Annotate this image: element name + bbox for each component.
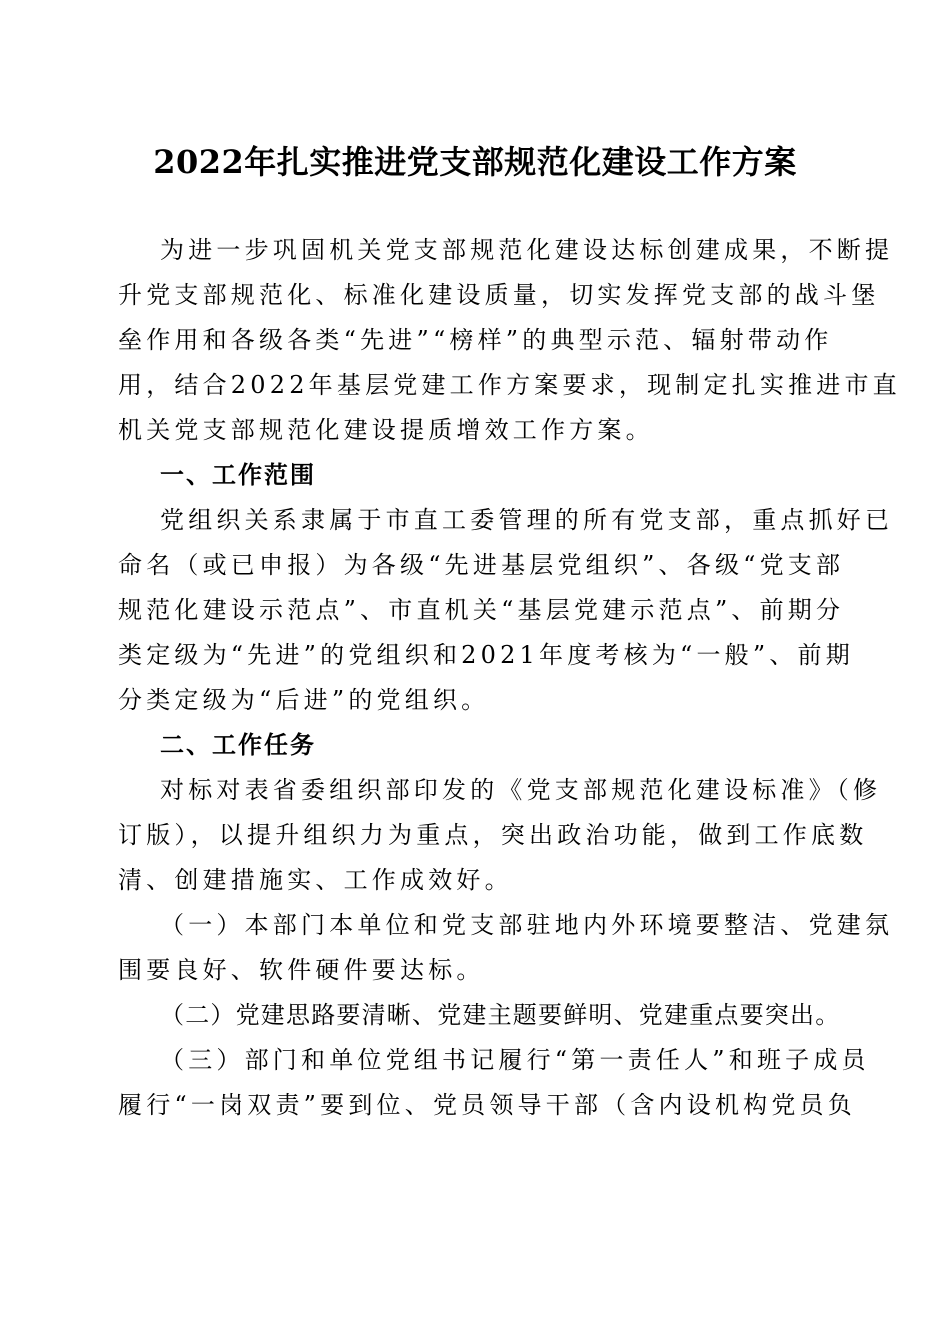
item2-line-1: （二）党建思路要清晰、党建主题要鲜明、党建重点要突出。 (160, 1001, 841, 1029)
item3-line-2: 履行“一岗双责”要到位、党员领导干部（含内设机构党员负 (118, 1091, 856, 1119)
section1-line-5: 分类定级为“后进”的党组织。 (118, 686, 490, 714)
document-title: 2022年扎实推进党支部规范化建设工作方案 (153, 143, 797, 181)
section2-line-2: 订版），以提升组织力为重点，突出政治功能，做到工作底数 (118, 821, 868, 849)
section1-line-1: 党组织关系隶属于市直工委管理的所有党支部，重点抓好已 (160, 506, 894, 534)
item1-line-2: 围要良好、软件硬件要达标。 (118, 956, 485, 984)
intro-line-3: 垒作用和各级各类“先进”“榜样”的典型示范、辐射带动作 (118, 326, 833, 354)
section1-line-3: 规范化建设示范点”、市直机关“基层党建示范点”、前期分 (118, 596, 845, 624)
section2-heading: 二、工作任务 (160, 731, 316, 759)
intro-line-2: 升党支部规范化、标准化建设质量，切实发挥党支部的战斗堡 (118, 281, 880, 309)
section1-line-2: 命名（或已申报）为各级“先进基层党组织”、各级“党支部 (118, 551, 845, 579)
section1-heading: 一、工作范围 (160, 461, 316, 489)
section1-line-4: 类定级为“先进”的党组织和2021年度考核为“一般”、前期 (118, 641, 854, 669)
intro-line-5: 机关党支部规范化建设提质增效工作方案。 (118, 416, 654, 444)
section2-line-3: 清、创建措施实、工作成效好。 (118, 866, 513, 894)
intro-line-1: 为进一步巩固机关党支部规范化建设达标创建成果，不断提 (160, 236, 894, 264)
item1-line-1: （一）本部门本单位和党支部驻地内外环境要整洁、党建氛 (160, 911, 894, 939)
intro-line-4: 用，结合2022年基层党建工作方案要求，现制定扎实推进市直 (118, 371, 901, 399)
section2-line-1: 对标对表省委组织部印发的《党支部规范化建设标准》（修 (160, 776, 882, 804)
item3-line-1: （三）部门和单位党组书记履行“第一责任人”和班子成员 (160, 1046, 870, 1074)
